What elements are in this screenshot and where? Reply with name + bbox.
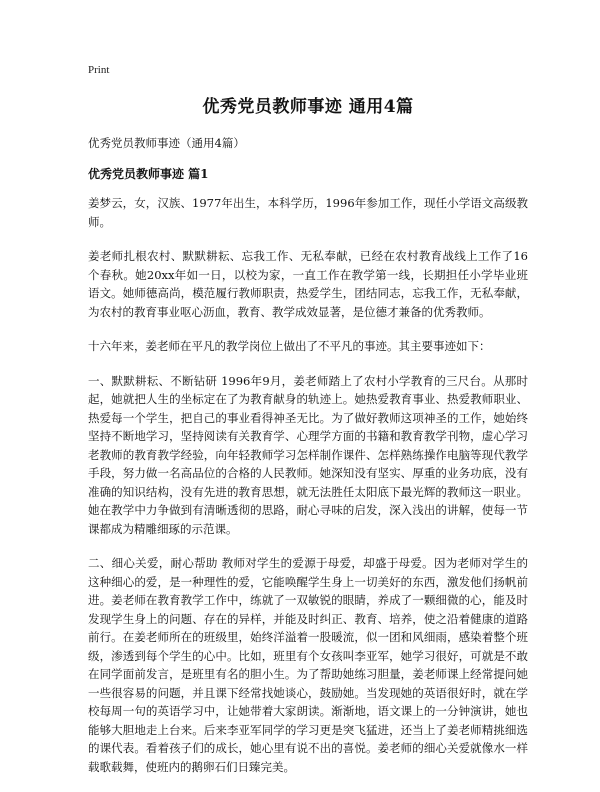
paragraph-point-two: 二、细心关爱，耐心帮助 教师对学生的爱源于母爱，却盛于母爱。因为老师对学生的这种细心的爱，是一种理性的爱，它能唤醒学生身上一切美好的东西，激发他们扬帆前进。姜老师在教育教学工作中，练就了一双敏锐的眼睛，养成了一颗细微的心，能及时发现学生身上的问题、存在的异样，并能及时纠正、教育、培养，使之沿着健康的道路前行。在姜老师所在的班级里，始终洋溢着一股暖流，似一团和风细雨，感染着整个班级，渗透到每个学生的心中。比如，班里有个女孩叫李亚军，她学习很好，可就是不敢在同学面前发言，是班里有名的胆小生。为了帮助她练习胆量，姜老师课上经常提问她一些很容易的问题，并且课下经常找她谈心，鼓励她。当发现她的英语很好时，就在学校每周一句的英语学习中，让她带着大家朗读。渐渐地，语文课上的一分钟演讲，她也能够大胆地走上台来。后来李亚军同学的学习更是突飞猛进，还当上了姜老师精挑细选的课代表。看着孩子们的成长，她心里有说不出的喜悦。姜老师的细心关爱就像水一样载歌载舞，使班内的鹅卵石们日臻完美。: [88, 556, 528, 774]
paragraph-intro: 姜梦云，女，汉族、1977年出生，本科学历，1996年参加工作，现任小学语文高级教师。: [88, 196, 528, 229]
paragraph-summary: 十六年来，姜老师在平凡的教学岗位上做出了不平凡的事迹。其主要事迹如下：: [88, 339, 491, 353]
document-title: 优秀党员教师事迹 通用4篇: [202, 97, 414, 117]
document-page: [88, 64, 528, 792]
section-heading: 优秀党员教师事迹 篇1: [88, 167, 209, 181]
document-subtitle: 优秀党员教师事迹（通用4篇）: [88, 136, 245, 150]
paragraph-overview: 姜老师扎根农村、默默耕耘、忘我工作、无私奉献，已经在农村教育战线上工作了16个春秋。她20xx年如一日，以校为家，一直工作在教学第一线，长期担任小学毕业班语文。她师德高尚，模范履行教师职责，热爱学生，团结同志，忘我工作，无私奉献，为农村的教育事业呕心沥血，教育、教学成效显著，是位德才兼备的优秀教师。: [88, 249, 528, 319]
paragraph-point-one: 一、默默耕耘、不断钻研 1996年9月，姜老师踏上了农村小学教育的三尺台。从那时起，她就把人生的坐标定在了为教育献身的轨迹上。她热爱教育事业、热爱教师职业、热爱每一个学生，把自己的事业看得神圣无比。为了做好教师这项神圣的工作，她始终坚持不断地学习，坚持阅读有关教育学、心理学方面的书籍和教育教学刊物，虚心学习老教师的教育教学经验，向年轻教师学习怎样制作课件、怎样熟练操作电脑等现代教学手段，努力做一名高品位的合格的人民教师。她深知没有坚实、厚重的业务功底，没有准确的知识结构，没有先进的教育思想，就无法胜任太阳底下最光辉的教师这一职业。她在教学中力争做到有清晰透彻的思路，耐心寻味的启发，深入浅出的讲解，使每一节课都成为精雕细琢的示范课。: [88, 373, 528, 536]
print-link[interactable]: Print: [88, 64, 110, 76]
